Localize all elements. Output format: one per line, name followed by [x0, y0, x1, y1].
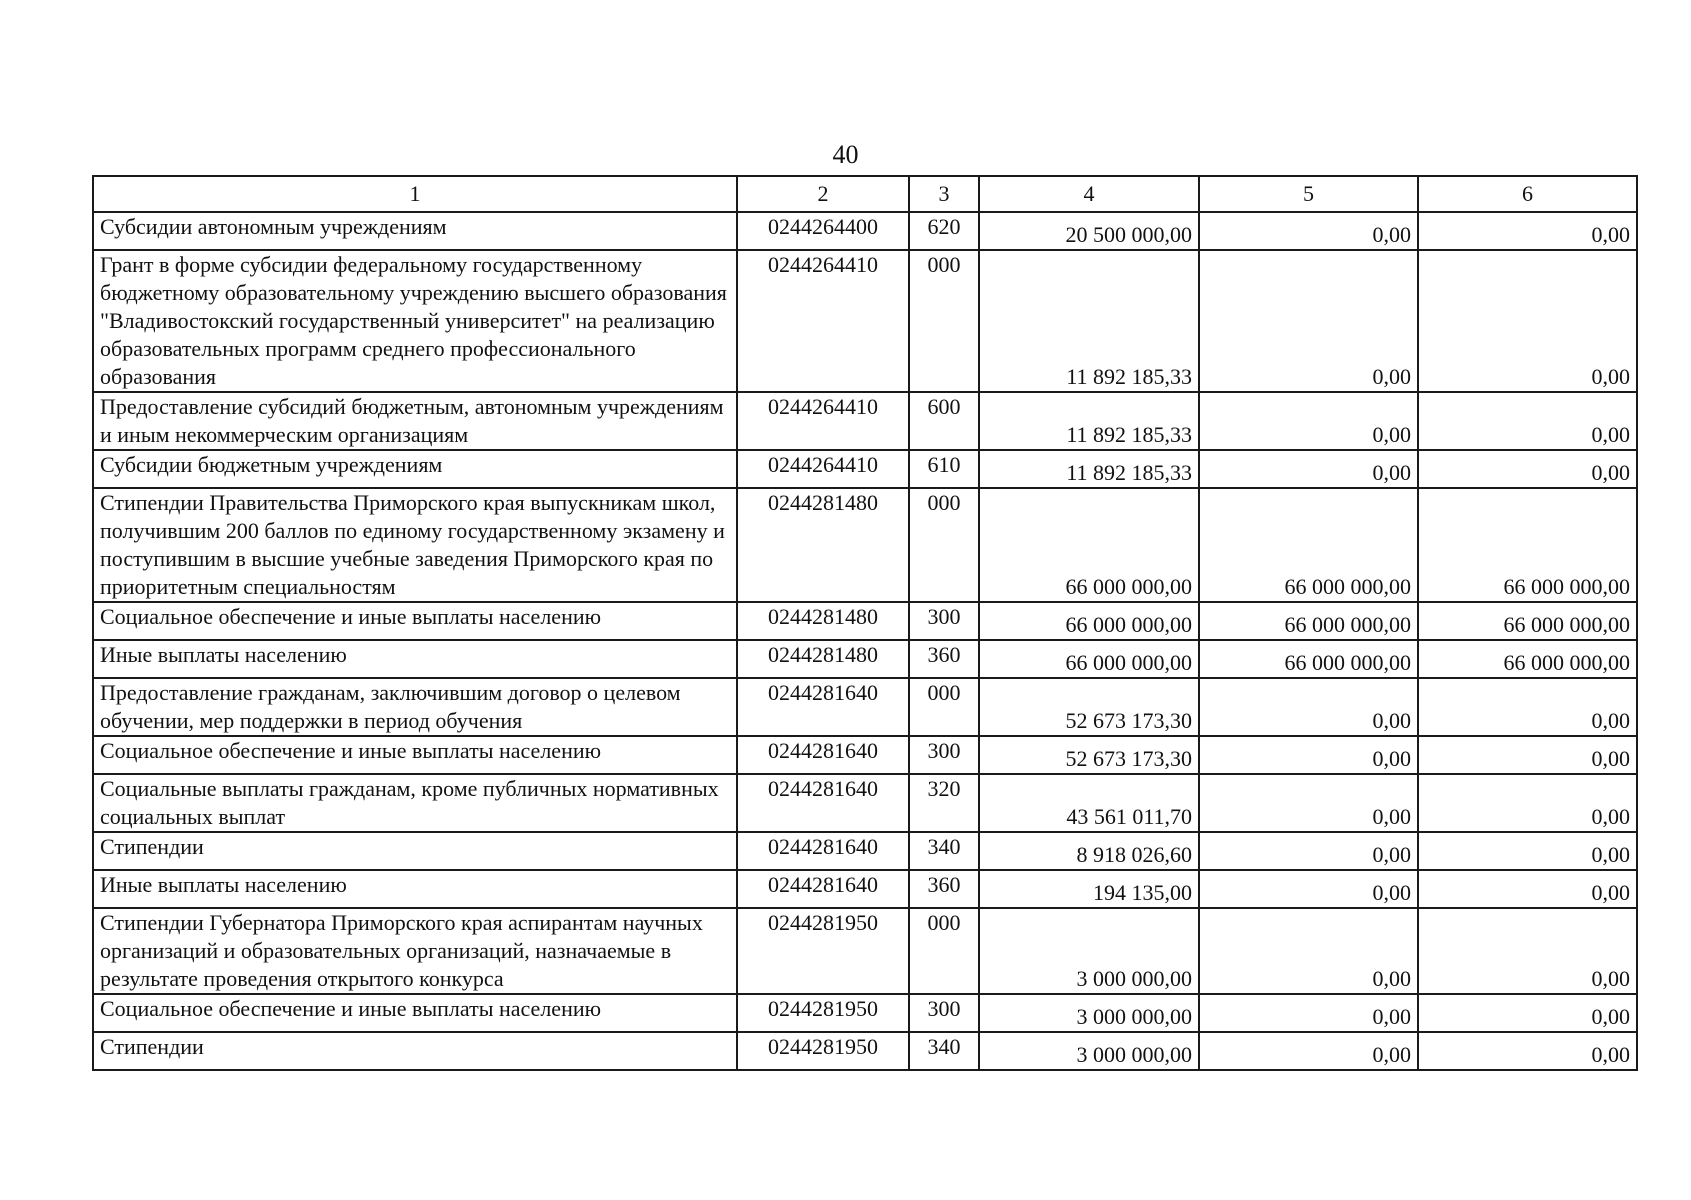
row-value-6: 0,00 — [1418, 774, 1637, 832]
row-value-6: 0,00 — [1418, 908, 1637, 994]
row-code: 0244281640 — [737, 678, 909, 736]
row-value-4: 3 000 000,00 — [979, 1032, 1199, 1070]
row-name: Субсидии автономным учреждениям — [93, 212, 737, 250]
row-value-4: 52 673 173,30 — [979, 736, 1199, 774]
page-number: 40 — [832, 140, 859, 169]
row-name: Социальное обеспечение и иные выплаты населению — [93, 736, 737, 774]
row-value-5: 66 000 000,00 — [1199, 488, 1418, 602]
row-value-6: 0,00 — [1418, 212, 1637, 250]
row-value-6: 66 000 000,00 — [1418, 640, 1637, 678]
row-value-6: 0,00 — [1418, 678, 1637, 736]
column-header: 2 — [737, 176, 909, 212]
row-code: 0244281640 — [737, 832, 909, 870]
row-type: 300 — [909, 736, 979, 774]
table-header-row — [93, 176, 1637, 212]
row-value-5: 0,00 — [1199, 212, 1418, 250]
row-value-4: 11 892 185,33 — [979, 392, 1199, 450]
column-header: 4 — [979, 176, 1199, 212]
row-value-5: 0,00 — [1199, 392, 1418, 450]
row-code: 0244264410 — [737, 250, 909, 392]
row-value-5: 0,00 — [1199, 1032, 1418, 1070]
row-value-5: 0,00 — [1199, 450, 1418, 488]
row-name: Социальное обеспечение и иные выплаты населению — [93, 602, 737, 640]
row-value-4: 3 000 000,00 — [979, 908, 1199, 994]
column-header: 3 — [909, 176, 979, 212]
table-row — [93, 678, 1637, 736]
row-value-6: 0,00 — [1418, 392, 1637, 450]
row-value-6: 0,00 — [1418, 1032, 1637, 1070]
row-name: Стипендии Губернатора Приморского края аспирантам научных организаций и образовательных организаций, назначаемые в результате проведения открытого конкурса — [93, 908, 737, 994]
table-row — [93, 774, 1637, 832]
row-code: 0244281950 — [737, 1032, 909, 1070]
table-row — [93, 392, 1637, 450]
table-row — [93, 832, 1637, 870]
row-value-6: 0,00 — [1418, 736, 1637, 774]
row-code: 0244281640 — [737, 774, 909, 832]
column-header: 1 — [93, 176, 737, 212]
table-row — [93, 994, 1637, 1032]
row-type: 620 — [909, 212, 979, 250]
row-value-6: 66 000 000,00 — [1418, 488, 1637, 602]
row-type: 000 — [909, 250, 979, 392]
table-row — [93, 736, 1637, 774]
row-value-5: 0,00 — [1199, 678, 1418, 736]
row-value-4: 43 561 011,70 — [979, 774, 1199, 832]
row-type: 360 — [909, 870, 979, 908]
table-row — [93, 602, 1637, 640]
row-name: Иные выплаты населению — [93, 640, 737, 678]
row-value-6: 0,00 — [1418, 870, 1637, 908]
row-name: Стипендии — [93, 832, 737, 870]
row-type: 340 — [909, 1032, 979, 1070]
row-value-5: 0,00 — [1199, 736, 1418, 774]
row-value-5: 0,00 — [1199, 774, 1418, 832]
row-type: 300 — [909, 602, 979, 640]
row-value-6: 66 000 000,00 — [1418, 602, 1637, 640]
row-value-4: 52 673 173,30 — [979, 678, 1199, 736]
table-row — [93, 870, 1637, 908]
row-type: 320 — [909, 774, 979, 832]
row-value-6: 0,00 — [1418, 994, 1637, 1032]
row-value-6: 0,00 — [1418, 832, 1637, 870]
table-row — [93, 908, 1637, 994]
row-type: 000 — [909, 908, 979, 994]
row-code: 0244281950 — [737, 908, 909, 994]
row-code: 0244281950 — [737, 994, 909, 1032]
table-row — [93, 488, 1637, 602]
row-value-4: 66 000 000,00 — [979, 640, 1199, 678]
row-value-5: 0,00 — [1199, 994, 1418, 1032]
row-value-4: 11 892 185,33 — [979, 450, 1199, 488]
row-value-4: 194 135,00 — [979, 870, 1199, 908]
row-value-4: 66 000 000,00 — [979, 602, 1199, 640]
row-name: Предоставление гражданам, заключившим договор о целевом обучении, мер поддержки в период обучения — [93, 678, 737, 736]
column-header: 6 — [1418, 176, 1637, 212]
table-row — [93, 212, 1637, 250]
row-name: Грант в форме субсидии федеральному государственному бюджетному образовательному учреждению высшего образования "Владивостокский государственный университет" на реализацию образовательных программ среднего профессионального образования — [93, 250, 737, 392]
row-code: 0244281480 — [737, 488, 909, 602]
row-code: 0244264400 — [737, 212, 909, 250]
row-code: 0244281640 — [737, 870, 909, 908]
row-code: 0244281480 — [737, 602, 909, 640]
row-value-5: 0,00 — [1199, 870, 1418, 908]
row-name: Социальные выплаты гражданам, кроме публичных нормативных социальных выплат — [93, 774, 737, 832]
row-value-5: 0,00 — [1199, 250, 1418, 392]
row-type: 300 — [909, 994, 979, 1032]
row-value-6: 0,00 — [1418, 450, 1637, 488]
row-value-4: 8 918 026,60 — [979, 832, 1199, 870]
column-header: 5 — [1199, 176, 1418, 212]
row-code: 0244264410 — [737, 450, 909, 488]
row-value-6: 0,00 — [1418, 250, 1637, 392]
row-type: 610 — [909, 450, 979, 488]
row-name: Социальное обеспечение и иные выплаты населению — [93, 994, 737, 1032]
row-type: 000 — [909, 488, 979, 602]
row-value-5: 0,00 — [1199, 832, 1418, 870]
budget-table — [92, 175, 1638, 1071]
table-row — [93, 1032, 1637, 1070]
row-type: 360 — [909, 640, 979, 678]
row-value-4: 20 500 000,00 — [979, 212, 1199, 250]
row-value-4: 66 000 000,00 — [979, 488, 1199, 602]
row-name: Стипендии Правительства Приморского края выпускникам школ, получившим 200 баллов по единому государственному экзамену и поступившим в высшие учебные заведения Приморского края по приоритетным специальностям — [93, 488, 737, 602]
table-row — [93, 250, 1637, 392]
row-value-5: 66 000 000,00 — [1199, 602, 1418, 640]
row-name: Субсидии бюджетным учреждениям — [93, 450, 737, 488]
table-row — [93, 450, 1637, 488]
row-code: 0244264410 — [737, 392, 909, 450]
row-value-5: 0,00 — [1199, 908, 1418, 994]
row-name: Предоставление субсидий бюджетным, автономным учреждениям и иным некоммерческим организациям — [93, 392, 737, 450]
row-type: 340 — [909, 832, 979, 870]
row-code: 0244281480 — [737, 640, 909, 678]
row-name: Иные выплаты населению — [93, 870, 737, 908]
row-value-4: 11 892 185,33 — [979, 250, 1199, 392]
row-value-4: 3 000 000,00 — [979, 994, 1199, 1032]
row-value-5: 66 000 000,00 — [1199, 640, 1418, 678]
row-name: Стипендии — [93, 1032, 737, 1070]
table-row — [93, 640, 1637, 678]
row-type: 000 — [909, 678, 979, 736]
row-code: 0244281640 — [737, 736, 909, 774]
row-type: 600 — [909, 392, 979, 450]
